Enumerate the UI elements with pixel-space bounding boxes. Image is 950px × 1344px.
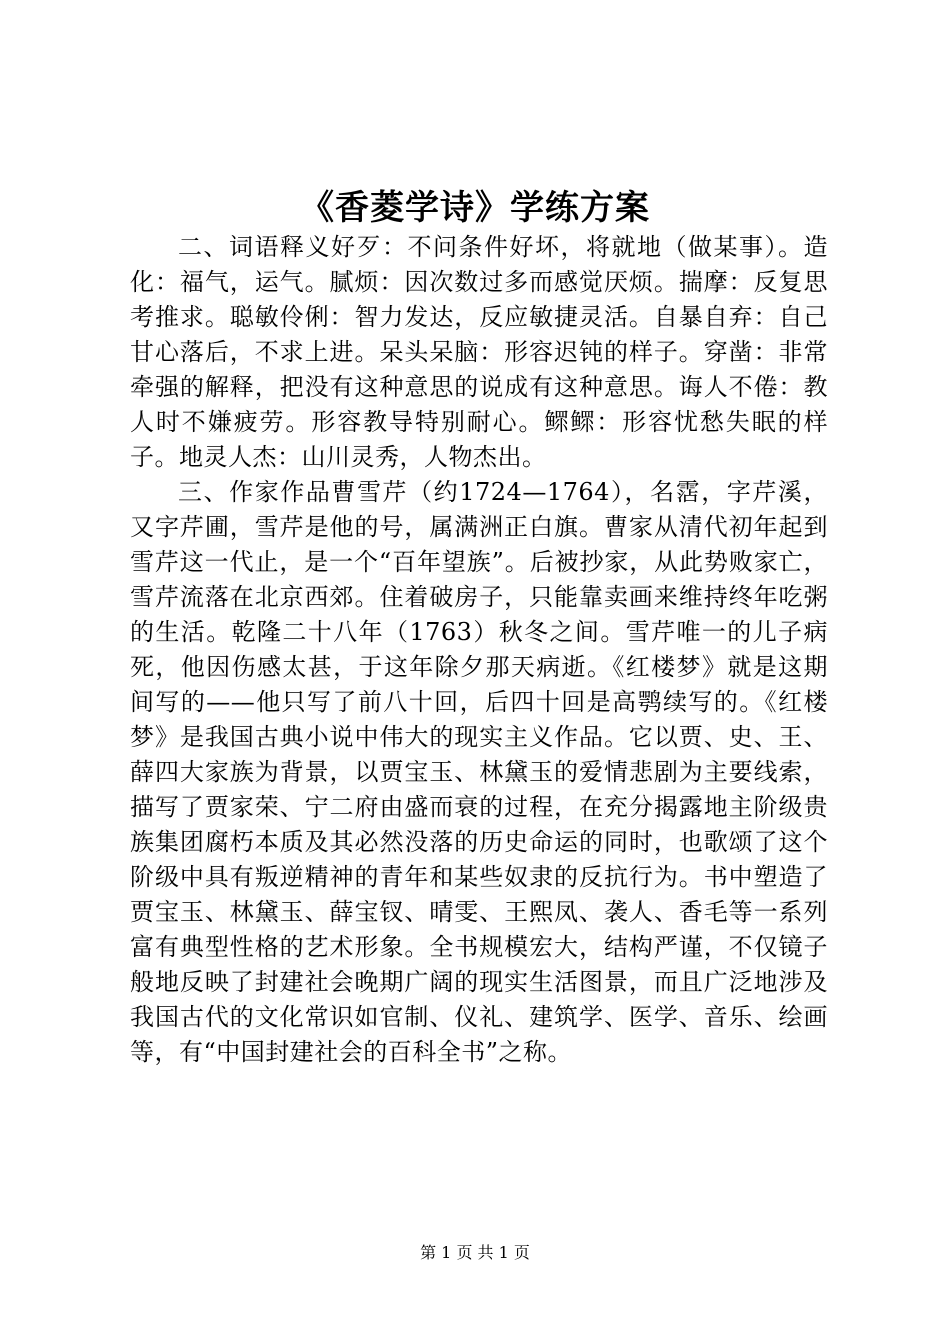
paragraph-vocabulary: 二、词语释义好歹：不问条件好坏，将就地（做某事）。造化：福气，运气。腻烦：因次数过多而感觉厌烦。揣摩：反复思考推求。聪敏伶俐：智力发达，反应敏捷灵活。自暴自弃：自己甘心落后，不求上进。呆头呆脑：形容迟钝的样子。穿凿：非常牵强的解释，把没有这种意思的说成有这种意思。诲人不倦：教人时不嫌疲劳。形容教导特别耐心。鳏鳏：形容忧愁失眠的样子。地灵人杰：山川灵秀，人物杰出。 (130, 233, 828, 471)
page-footer: 第 1 页 共 1 页 (420, 1243, 530, 1262)
document-title: 《香菱学诗》学练方案 (300, 188, 650, 228)
document-body (130, 230, 828, 1070)
paragraph-author-works: 三、作家作品曹雪芹（约1724—1764），名霑，字芹溪，又字芹圃，雪芹是他的号，属满洲正白旗。曹家从清代初年起到雪芹这一代止，是一个“百年望族”。后被抄家，从此势败家亡，雪芹流落在北京西郊。住着破房子，只能靠卖画来维持终年吃粥的生活。乾隆二十八年（1763）秋冬之间。雪芹唯一的儿子病死，他因伤感太甚，于这年除夕那天病逝。《红楼梦》就是这期间写的——他只写了前八十回，后四十回是高鹗续写的。《红楼梦》是我国古典小说中伟大的现实主义作品。它以贾、史、王、薛四大家族为背景，以贾宝玉、林黛玉的爱情悲剧为主要线索，描写了贾家荣、宁二府由盛而衰的过程，在充分揭露地主阶级贵族集团腐朽本质及其必然没落的历史命运的同时，也歌颂了这个阶级中具有叛逆精神的青年和某些奴隶的反抗行为。书中塑造了贾宝玉、林黛玉、薛宝钗、晴雯、王熙凤、袭人、香毛等一系列富有典型性格的艺术形象。全书规模宏大，结构严谨，不仅镜子般地反映了封建社会晚期广阔的现实生活图景，而且广泛地涉及我国古代的文化常识如官制、仪礼、建筑学、医学、音乐、绘画等，有“中国封建社会的百科全书”之称。 (130, 478, 828, 1066)
